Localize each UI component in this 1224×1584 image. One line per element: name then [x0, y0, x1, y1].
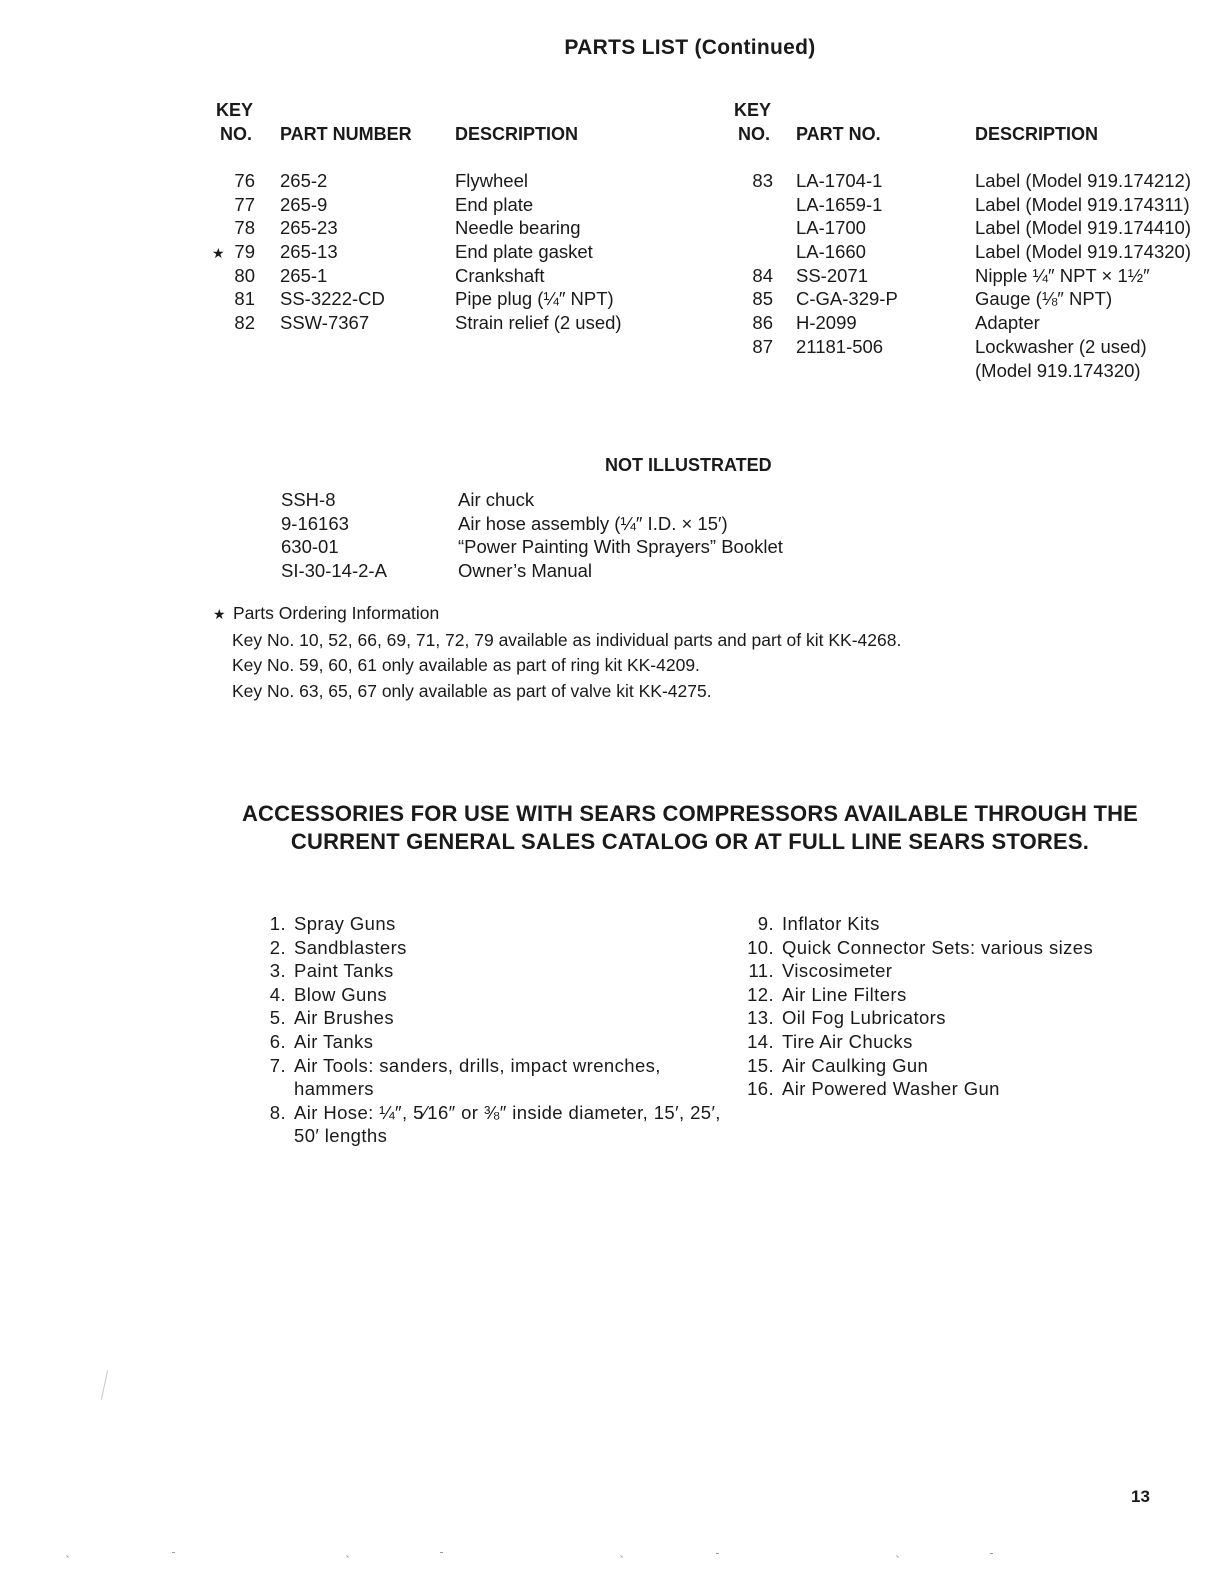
part-number: SSW-7367: [280, 312, 370, 334]
item-number: 15.: [747, 1054, 774, 1076]
item-text: Air Powered Washer Gun: [782, 1078, 1000, 1100]
scan-speck: [346, 1555, 349, 1558]
scan-speck: [172, 1552, 175, 1553]
item-number: 5.: [269, 1007, 286, 1029]
accessories-list-right: [744, 912, 1164, 1101]
part-description: Label (Model 919.174410): [975, 217, 1191, 239]
list-item: [256, 912, 746, 936]
star-mark: ★: [213, 606, 226, 622]
item-text: Air Brushes: [294, 1007, 395, 1029]
list-item: [256, 1054, 746, 1101]
key-number: 79: [234, 241, 255, 263]
scan-speck: [716, 1553, 719, 1554]
list-item: [744, 983, 1164, 1007]
scan-speck: [990, 1553, 993, 1554]
key-number: 86: [752, 312, 773, 334]
item-text: Spray Guns: [294, 913, 396, 934]
key-number: 85: [752, 288, 773, 310]
part-number: SS-2071: [796, 264, 868, 286]
key-number: 76: [234, 170, 255, 191]
item-text: Air Hose: ¼″, 5⁄16″ or ⅜″ inside diameter, 15′, 25′, 50′ lengths: [294, 1101, 721, 1147]
list-item: [744, 1006, 1164, 1030]
item-number: 14.: [747, 1030, 774, 1052]
part-description: Air hose assembly (¼″ I.D. × 15′): [458, 512, 728, 534]
part-number: 21181-506: [796, 335, 884, 357]
item-text: Viscosimeter: [782, 960, 893, 982]
part-description: “Power Painting With Sprayers” Booklet: [458, 536, 783, 558]
list-item: [744, 959, 1164, 983]
ordering-info-heading: Parts Ordering Information: [233, 603, 440, 623]
item-text: Air Line Filters: [782, 983, 907, 1005]
item-text: Blow Guns: [294, 983, 388, 1005]
item-number: 1.: [269, 913, 286, 934]
part-description: Strain relief (2 used): [455, 312, 622, 334]
item-text: Air Tanks: [294, 1030, 374, 1052]
item-number: 4.: [269, 983, 286, 1005]
left-key-header: [216, 98, 253, 146]
right-key-header-line1: KEY: [734, 100, 772, 120]
key-number: 81: [234, 288, 255, 310]
ordering-info-line: Key No. 10, 52, 66, 69, 71, 72, 79 available as individual parts and part of kit KK-4268.: [232, 629, 902, 650]
part-number: 265-2: [280, 170, 328, 191]
list-item: [256, 1006, 746, 1030]
list-item: [744, 1030, 1164, 1054]
item-text: Quick Connector Sets: various sizes: [782, 936, 1094, 958]
star-mark: ★: [212, 245, 225, 262]
part-description: Gauge (⅛″ NPT): [975, 288, 1113, 310]
ordering-info-line: Key No. 59, 60, 61 only available as part of ring kit KK-4209.: [232, 655, 700, 675]
part-description: Flywheel: [455, 170, 528, 191]
part-number: LA-1659-1: [796, 193, 883, 215]
item-number: 3.: [269, 960, 286, 982]
accessories-heading: [0, 800, 1224, 856]
part-description: Adapter: [975, 312, 1040, 334]
part-description: Lockwasher (2 used): [975, 335, 1147, 357]
list-item: [744, 1077, 1164, 1101]
part-description: Label (Model 919.174320): [975, 241, 1191, 263]
item-number: 8.: [269, 1101, 286, 1123]
item-number: 7.: [269, 1054, 286, 1076]
part-description: Pipe plug (¼″ NPT): [455, 288, 614, 310]
part-number: 265-23: [280, 217, 338, 239]
accessories-heading-line2: CURRENT GENERAL SALES CATALOG OR AT FULL LINE SEARS STORES.: [290, 829, 1090, 854]
list-item: [256, 959, 746, 983]
item-text: Inflator Kits: [782, 913, 880, 934]
item-number: 9.: [757, 913, 774, 934]
part-number: SSH-8: [281, 489, 336, 510]
left-key-header-line1: KEY: [216, 100, 254, 120]
key-number: 77: [234, 193, 255, 215]
page-title: PARTS LIST (Continued): [564, 36, 816, 59]
part-description: Label (Model 919.174311): [975, 193, 1190, 215]
list-item: [256, 1030, 746, 1054]
item-number: 12.: [747, 983, 774, 1005]
item-number: 11.: [748, 960, 774, 982]
right-desc-header: DESCRIPTION: [975, 124, 1099, 144]
right-key-header: [734, 98, 771, 146]
part-number: LA-1700: [796, 217, 866, 239]
part-number: 9-16163: [281, 512, 349, 534]
part-description: Label (Model 919.174212): [975, 170, 1191, 191]
scan-speck: [896, 1555, 899, 1558]
scan-speck: [440, 1552, 443, 1553]
list-item: [744, 912, 1164, 936]
item-text: Oil Fog Lubricators: [782, 1007, 946, 1029]
part-description: Nipple ¼″ NPT × 1½″: [975, 264, 1150, 286]
part-description: End plate: [455, 193, 534, 215]
part-number: 265-9: [280, 193, 328, 215]
left-desc-header: DESCRIPTION: [455, 124, 579, 144]
left-part-header: PART NUMBER: [280, 124, 412, 144]
right-part-header: PART NO.: [796, 124, 881, 144]
ordering-info: [213, 601, 901, 704]
right-key-header-line2: NO.: [738, 124, 771, 144]
key-number: 84: [752, 264, 773, 286]
item-text: Air Caulking Gun: [782, 1054, 929, 1076]
not-illustrated-title: NOT ILLUSTRATED: [605, 455, 772, 475]
part-number: H-2099: [796, 312, 857, 334]
part-description: Owner’s Manual: [458, 560, 593, 582]
item-text: Tire Air Chucks: [782, 1030, 913, 1052]
list-item: [256, 1101, 746, 1148]
part-description: Crankshaft: [455, 264, 545, 286]
item-number: 13.: [747, 1007, 774, 1029]
part-number: C-GA-329-P: [796, 288, 898, 310]
part-description: End plate gasket: [455, 241, 593, 263]
key-number: 83: [752, 170, 773, 191]
key-number: 80: [234, 264, 255, 286]
list-item: [256, 936, 746, 960]
item-number: 16.: [747, 1078, 774, 1100]
accessories-heading-line1: ACCESSORIES FOR USE WITH SEARS COMPRESSORS AVAILABLE THROUGH THE: [241, 801, 1139, 826]
ordering-info-heading-line: [213, 601, 901, 628]
page-number: 13: [1131, 1487, 1150, 1506]
key-number: 82: [234, 312, 255, 334]
item-number: 10.: [747, 936, 774, 958]
left-key-header-line2: NO.: [220, 124, 253, 144]
item-number: 6.: [269, 1030, 286, 1052]
key-number: 78: [234, 217, 255, 239]
part-number: LA-1704-1: [796, 170, 883, 191]
scan-speck: [620, 1555, 623, 1558]
part-description: Needle bearing: [455, 217, 581, 239]
list-item: [256, 983, 746, 1007]
list-item: [744, 1054, 1164, 1078]
scan-speck: [101, 1370, 108, 1400]
part-number: 630-01: [281, 536, 339, 558]
part-number: SI-30-14-2-A: [281, 560, 387, 582]
part-description: Air chuck: [458, 489, 535, 510]
accessories-list-left: [256, 912, 746, 1148]
item-text: Sandblasters: [294, 936, 407, 958]
part-description: (Model 919.174320): [975, 359, 1141, 381]
item-number: 2.: [269, 936, 286, 958]
part-number: 265-1: [280, 264, 328, 286]
scan-speck: [66, 1555, 69, 1558]
part-number: LA-1660: [796, 241, 866, 263]
part-number: 265-13: [280, 241, 338, 263]
key-number: 87: [752, 335, 773, 357]
part-number: SS-3222-CD: [280, 288, 385, 310]
ordering-info-line: Key No. 63, 65, 67 only available as part of valve kit KK-4275.: [232, 680, 712, 701]
item-text: Paint Tanks: [294, 960, 394, 982]
item-text: Air Tools: sanders, drills, impact wrenches, hammers: [294, 1054, 661, 1100]
list-item: [744, 936, 1164, 960]
